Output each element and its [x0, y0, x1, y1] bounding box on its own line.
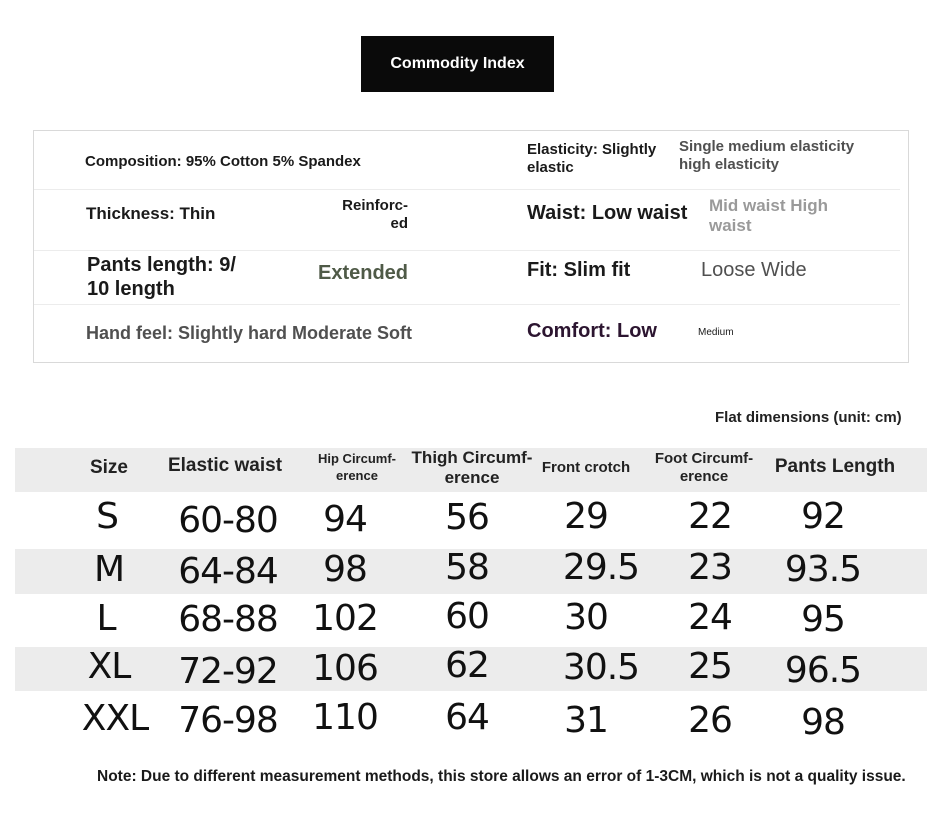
value-cell: 22	[688, 496, 732, 537]
size-cell: S	[96, 496, 118, 537]
value-cell: 62	[445, 645, 489, 686]
table-row	[15, 594, 927, 647]
fit-options: Loose Wide	[701, 259, 807, 281]
value-cell: 110	[312, 697, 378, 738]
value-cell: 23	[688, 547, 732, 588]
header-thigh: Thigh Circumf-erence	[411, 448, 533, 488]
value-cell: 94	[323, 499, 367, 540]
thickness-option: Reinforc-ed	[342, 197, 408, 232]
value-cell: 106	[312, 648, 378, 689]
waist-options: Mid waist High waist	[709, 196, 828, 236]
table-row	[15, 492, 927, 549]
thickness-text: Thickness: Thin	[86, 204, 216, 223]
header-hip: Hip Circumf-erence	[318, 451, 396, 483]
value-cell: 98	[801, 702, 845, 743]
value-cell: 92	[801, 496, 845, 537]
hand-feel-text: Hand feel: Slightly hard Moderate Soft	[86, 323, 413, 343]
value-cell: 31	[564, 700, 608, 741]
size-cell: M	[93, 549, 125, 590]
table-row	[15, 691, 927, 749]
size-cell: XL	[87, 646, 131, 687]
table-header-row	[15, 448, 927, 492]
header-pants-length: Pants Length	[774, 456, 896, 477]
table-row	[15, 549, 927, 594]
commodity-index-title: Commodity Index	[361, 36, 554, 92]
value-cell: 76-98	[178, 700, 278, 741]
value-cell: 60	[445, 596, 489, 637]
value-cell: 30.5	[562, 647, 640, 688]
value-cell: 95	[801, 599, 845, 640]
row-divider	[34, 304, 900, 305]
value-cell: 72-92	[178, 651, 278, 692]
value-cell: 98	[323, 549, 367, 590]
value-cell: 30	[564, 597, 608, 638]
waist-text: Waist: Low waist	[527, 202, 688, 224]
value-cell: 29.5	[562, 547, 640, 588]
elasticity-options: Single medium elasticity high elasticity	[679, 138, 855, 173]
value-cell: 60-80	[178, 500, 278, 541]
row-divider	[34, 250, 900, 251]
value-cell: 68-88	[178, 599, 278, 640]
header-front-crotch: Front crotch	[541, 459, 631, 476]
value-cell: 26	[688, 700, 732, 741]
comfort-text: Comfort: Low	[527, 320, 657, 342]
value-cell: 24	[688, 597, 732, 638]
fit-text: Fit: Slim fit	[527, 259, 631, 281]
size-cell: XXL	[81, 698, 149, 739]
value-cell: 56	[445, 497, 489, 538]
pants-length-text: Pants length: 9/ 10 length	[87, 254, 236, 300]
size-cell: L	[96, 598, 116, 639]
header-foot: Foot Circumf-erence	[654, 450, 754, 485]
row-divider	[34, 189, 900, 190]
value-cell: 93.5	[784, 549, 862, 590]
header-elastic-waist: Elastic waist	[167, 455, 283, 476]
measurement-note: Note: Due to different measurement methods, this store allows an error of 1-3CM, which is not a quality issue.	[97, 768, 906, 785]
value-cell: 102	[312, 598, 378, 639]
table-row	[15, 647, 927, 691]
composition-text: Composition: 95% Cotton 5% Spandex	[85, 153, 361, 170]
value-cell: 96.5	[784, 650, 862, 691]
value-cell: 29	[564, 496, 608, 537]
value-cell: 58	[445, 547, 489, 588]
pants-length-option: Extended	[318, 262, 409, 284]
commodity-index-panel	[33, 130, 909, 363]
header-size: Size	[89, 457, 129, 478]
value-cell: 25	[688, 646, 732, 687]
elasticity-label: Elasticity: Slightly elastic	[527, 141, 657, 176]
value-cell: 64-84	[178, 551, 278, 592]
comfort-option: Medium	[698, 327, 734, 338]
flat-dimensions-label: Flat dimensions (unit: cm)	[715, 409, 902, 426]
value-cell: 64	[445, 697, 489, 738]
